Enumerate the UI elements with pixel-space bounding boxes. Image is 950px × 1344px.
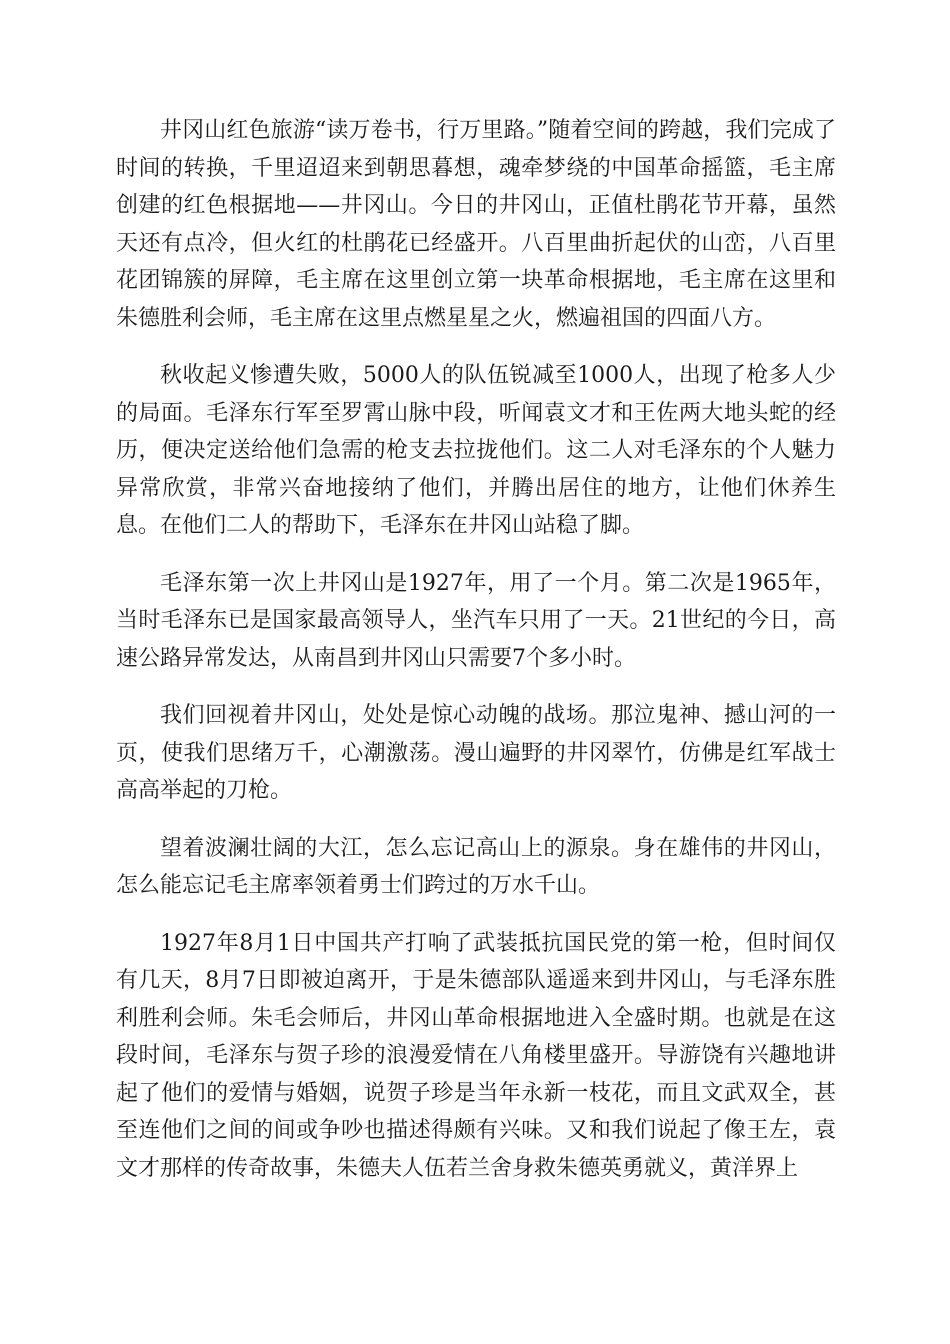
paragraph-6: 1927年8月1日中国共产打响了武装抵抗国民党的第一枪，但时间仅有几天，8月7日即被迫离开，于是朱德部队遥遥来到井冈山，与毛泽东胜利胜利会师。朱毛会师后，井冈山革命根据地进入全盛时期。也就是在这段时间，毛泽东与贺子珍的浪漫爱情在八角楼里盛开。导游饶有兴趣地讲起了他们的爱情与婚姻，说贺子珍是当年永新一枝花，而且文武双全，甚至连他们之间的间或争吵也描述得颇有兴味。又和我们说起了像王左，袁文才那样的传奇故事，朱德夫人伍若兰舍身救朱德英勇就义，黄洋界上	[116, 930, 836, 1181]
paragraph-2: 秋收起义惨遭失败，5000人的队伍锐减至1000人，出现了枪多人少的局面。毛泽东行军至罗霄山脉中段，听闻袁文才和王佐两大地头蛇的经历，便决定送给他们急需的枪支去拉拢他们。这二人对毛泽东的个人魅力异常欣赏，非常兴奋地接纳了他们，并腾出居住的地方，让他们休养生息。在他们二人的帮助下，毛泽东在井冈山站稳了脚。	[116, 363, 836, 538]
paragraph-3: 毛泽东第一次上井冈山是1927年，用了一个月。第二次是1965年，当时毛泽东已是国家最高领导人，坐汽车只用了一天。21世纪的今日，高速公路异常发达，从南昌到井冈山只需要7个多小时。	[116, 570, 836, 671]
paragraph-5: 望着波澜壮阔的大江，怎么忘记高山上的源泉。身在雄伟的井冈山，怎么能忘记毛主席率领着勇士们跨过的万水千山。	[116, 835, 836, 898]
document-body	[116, 112, 836, 1207]
paragraph-4: 我们回视着井冈山，处处是惊心动魄的战场。那泣鬼神、撼山河的一页，使我们思绪万千，心潮激荡。漫山遍野的井冈翠竹，仿佛是红军战士高高举起的刀枪。	[116, 703, 836, 803]
paragraph-1: 井冈山红色旅游“读万卷书，行万里路。”随着空间的跨越，我们完成了时间的转换，千里迢迢来到朝思暮想，魂牵梦绕的中国革命摇篮，毛主席创建的红色根据地——井冈山。今日的井冈山，正值杜鹃花节开幕，虽然天还有点冷，但火红的杜鹃花已经盛开。八百里曲折起伏的山峦，八百里花团锦簇的屏障，毛主席在这里创立第一块革命根据地，毛主席在这里和朱德胜利会师，毛主席在这里点燃星星之火，燃遍祖国的四面八方。	[116, 118, 836, 331]
